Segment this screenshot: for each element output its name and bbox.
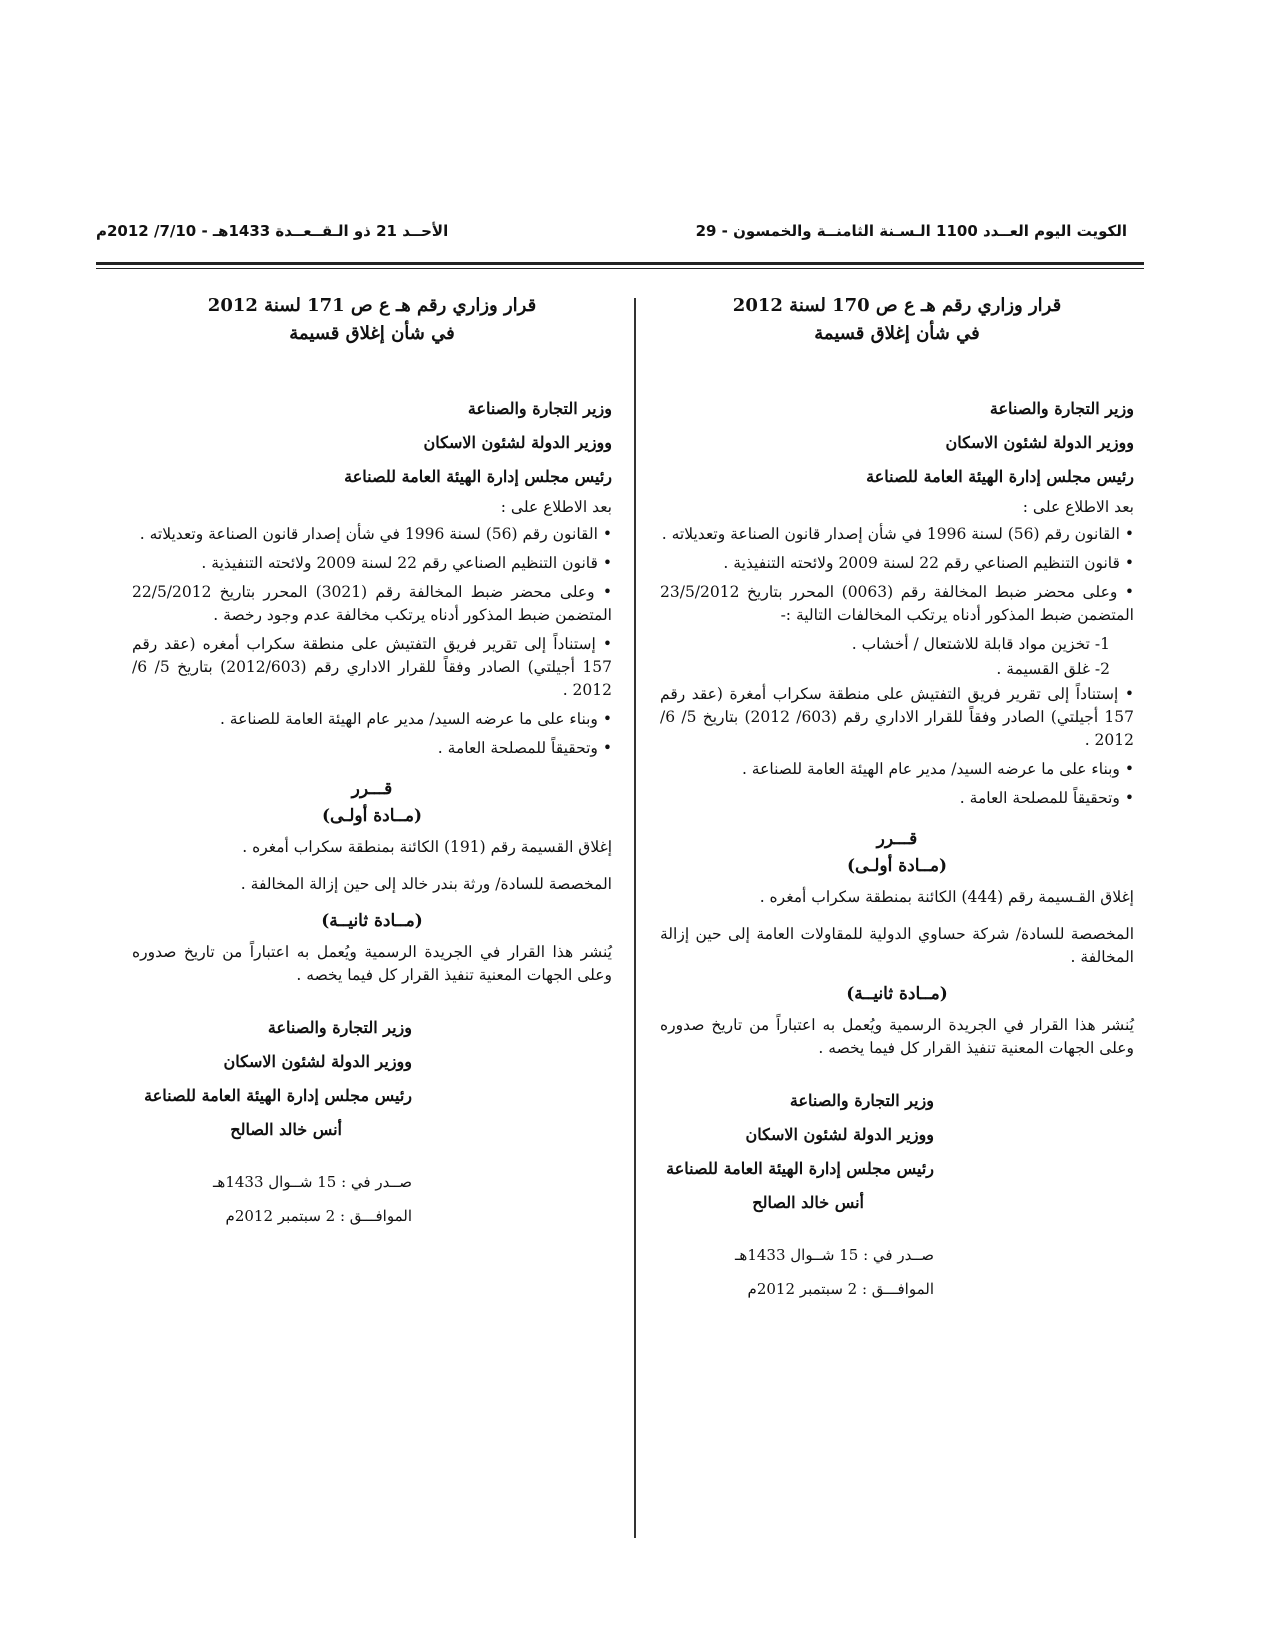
issued-date: صــدر في : 15 شــوال 1433هـ bbox=[735, 1246, 934, 1264]
authority-line: رئيس مجلس إدارة الهيئة العامة للصناعة bbox=[344, 467, 612, 486]
recital-item: • قانون التنظيم الصناعي رقم 22 لسنة 2009 ولائحته التنفيذية . bbox=[201, 554, 612, 572]
authority-line: ووزير الدولة لشئون الاسكان bbox=[945, 433, 1134, 452]
authority-line: وزير التجارة والصناعة bbox=[467, 399, 612, 418]
recital-item: • وتحقيقاً للمصلحة العامة . bbox=[437, 739, 612, 757]
signature-line: رئيس مجلس إدارة الهيئة العامة للصناعة bbox=[144, 1086, 412, 1105]
article-1-text: إغلاق القسيمة رقم (191) الكائنة بمنطقة سكراب أمغره . bbox=[242, 838, 612, 856]
article-1-title: (مــادة أولـى) bbox=[847, 856, 947, 876]
signer-name: أنس خالد الصالح bbox=[752, 1193, 864, 1212]
authority-line: ووزير الدولة لشئون الاسكان bbox=[423, 433, 612, 452]
signer-name: أنس خالد الصالح bbox=[230, 1120, 342, 1139]
recital-item: • قانون التنظيم الصناعي رقم 22 لسنة 2009 ولائحته التنفيذية . bbox=[723, 554, 1134, 572]
header-date: الأحــد 21 ذو الـقــعــدة 1433هـ - 7/10/ 2012م bbox=[96, 222, 449, 240]
authority-line: وزير التجارة والصناعة bbox=[989, 399, 1134, 418]
article-1-text: المخصصة للسادة/ شركة حساوي الدولية للمقاولات العامة إلى حين إزالة المخالفة . bbox=[660, 925, 1134, 966]
corresponding-date: الموافـــق : 2 سبتمبر 2012م bbox=[225, 1207, 412, 1225]
decision-title bbox=[132, 292, 612, 348]
article-1-text: إغلاق القـسيمة رقم (444) الكائنة بمنطقة سكراب أمغره . bbox=[759, 888, 1134, 906]
decision-title-line2: في شأن إغلاق قسيمة bbox=[814, 323, 980, 344]
violation-item: 1- تخزين مواد قابلة للاشتعال / أخشاب . bbox=[851, 635, 1110, 653]
recital-item: • القانون رقم (56) لسنة 1996 في شأن إصدار قانون الصناعة وتعديلاته . bbox=[139, 525, 612, 543]
header-rule-thick bbox=[96, 262, 1144, 265]
recital-item: • القانون رقم (56) لسنة 1996 في شأن إصدار قانون الصناعة وتعديلاته . bbox=[661, 525, 1134, 543]
signature-line: رئيس مجلس إدارة الهيئة العامة للصناعة bbox=[666, 1159, 934, 1178]
signature-block bbox=[660, 1084, 934, 1220]
decision-title-line1: قرار وزاري رقم هـ ع ص 170 لسنة 2012 bbox=[732, 295, 1062, 316]
authority-line: رئيس مجلس إدارة الهيئة العامة للصناعة bbox=[866, 467, 1134, 486]
issued-date: صــدر في : 15 شــوال 1433هـ bbox=[213, 1173, 412, 1191]
signature-line: وزير التجارة والصناعة bbox=[789, 1091, 934, 1110]
after-review-label: بعد الاطلاع على : bbox=[500, 498, 612, 516]
recital-item: • وبناء على ما عرضه السيد/ مدير عام الهيئة العامة للصناعة . bbox=[219, 710, 612, 728]
decided-heading: قـــرر bbox=[876, 829, 918, 849]
recital-item: • وبناء على ما عرضه السيد/ مدير عام الهيئة العامة للصناعة . bbox=[741, 760, 1134, 778]
signature-block bbox=[132, 1011, 412, 1147]
header-issue-info: الكويت اليوم العــدد 1100 الـسـنة الثامنــة والخمسون - 29 bbox=[695, 222, 1127, 240]
issue-date-block bbox=[132, 1165, 412, 1233]
recital-item: • إستناداً إلى تقرير فريق التفتيش على منطقة سكراب أمغرة (عقد رقم 157 أجيلتي) الصادر وفقاً للقرار الاداري رقم (603/ 2012) بتاريخ 5/ 6/ 2012 . bbox=[660, 685, 1134, 749]
article-1-title: (مــادة أولـى) bbox=[322, 806, 422, 826]
article-1-text: المخصصة للسادة/ ورثة بندر خالد إلى حين إزالة المخالفة . bbox=[240, 875, 612, 893]
decided-heading: قـــرر bbox=[351, 779, 393, 799]
signature-line: وزير التجارة والصناعة bbox=[267, 1018, 412, 1037]
violation-item: 2- غلق القسيمة . bbox=[996, 660, 1110, 678]
header-rule-thin bbox=[96, 268, 1144, 269]
article-2-title: (مــادة ثانيــة) bbox=[321, 911, 423, 931]
signature-line: ووزير الدولة لشئون الاسكان bbox=[745, 1125, 934, 1144]
recital-item: • وعلى محضر ضبط المخالفة رقم (0063) المحرر بتاريخ 23/5/2012 المتضمن ضبط المذكور أدناه يرتكب المخالفات التالية :- bbox=[660, 583, 1134, 624]
decision-title-line1: قرار وزاري رقم هـ ع ص 171 لسنة 2012 bbox=[207, 295, 537, 316]
decision-title-line2: في شأن إغلاق قسيمة bbox=[289, 323, 455, 344]
after-review-label: بعد الاطلاع على : bbox=[1022, 498, 1134, 516]
article-2-text: يُنشر هذا القرار في الجريدة الرسمية ويُعمل به اعتباراً من تاريخ صدوره وعلى الجهات المعنية تنفيذ القرار كل فيما يخصه . bbox=[132, 943, 612, 984]
recital-item: • وتحقيقاً للمصلحة العامة . bbox=[959, 789, 1134, 807]
recital-item: • وعلى محضر ضبط المخالفة رقم (3021) المحرر بتاريخ 22/5/2012 المتضمن ضبط المذكور أدناه يرتكب مخالفة عدم وجود رخصة . bbox=[132, 583, 612, 624]
decision-171-column bbox=[132, 292, 612, 1233]
recital-item: • إستناداً إلى تقرير فريق التفتيش على منطقة سكراب أمغره (عقد رقم 157 أجيلتي) الصادر وفقاً للقرار الاداري رقم (2012/603) بتاريخ 5/ 6/ 2012 . bbox=[132, 635, 613, 699]
decision-title bbox=[660, 292, 1134, 348]
article-2-text: يُنشر هذا القرار في الجريدة الرسمية ويُعمل به اعتباراً من تاريخ صدوره وعلى الجهات المعنية تنفيذ القرار كل فيما يخصه . bbox=[660, 1016, 1134, 1057]
decision-170-column bbox=[660, 292, 1134, 1306]
signature-line: ووزير الدولة لشئون الاسكان bbox=[223, 1052, 412, 1071]
article-2-title: (مــادة ثانيــة) bbox=[846, 984, 948, 1004]
column-divider bbox=[634, 298, 636, 1538]
corresponding-date: الموافـــق : 2 سبتمبر 2012م bbox=[747, 1280, 934, 1298]
issue-date-block bbox=[660, 1238, 934, 1306]
